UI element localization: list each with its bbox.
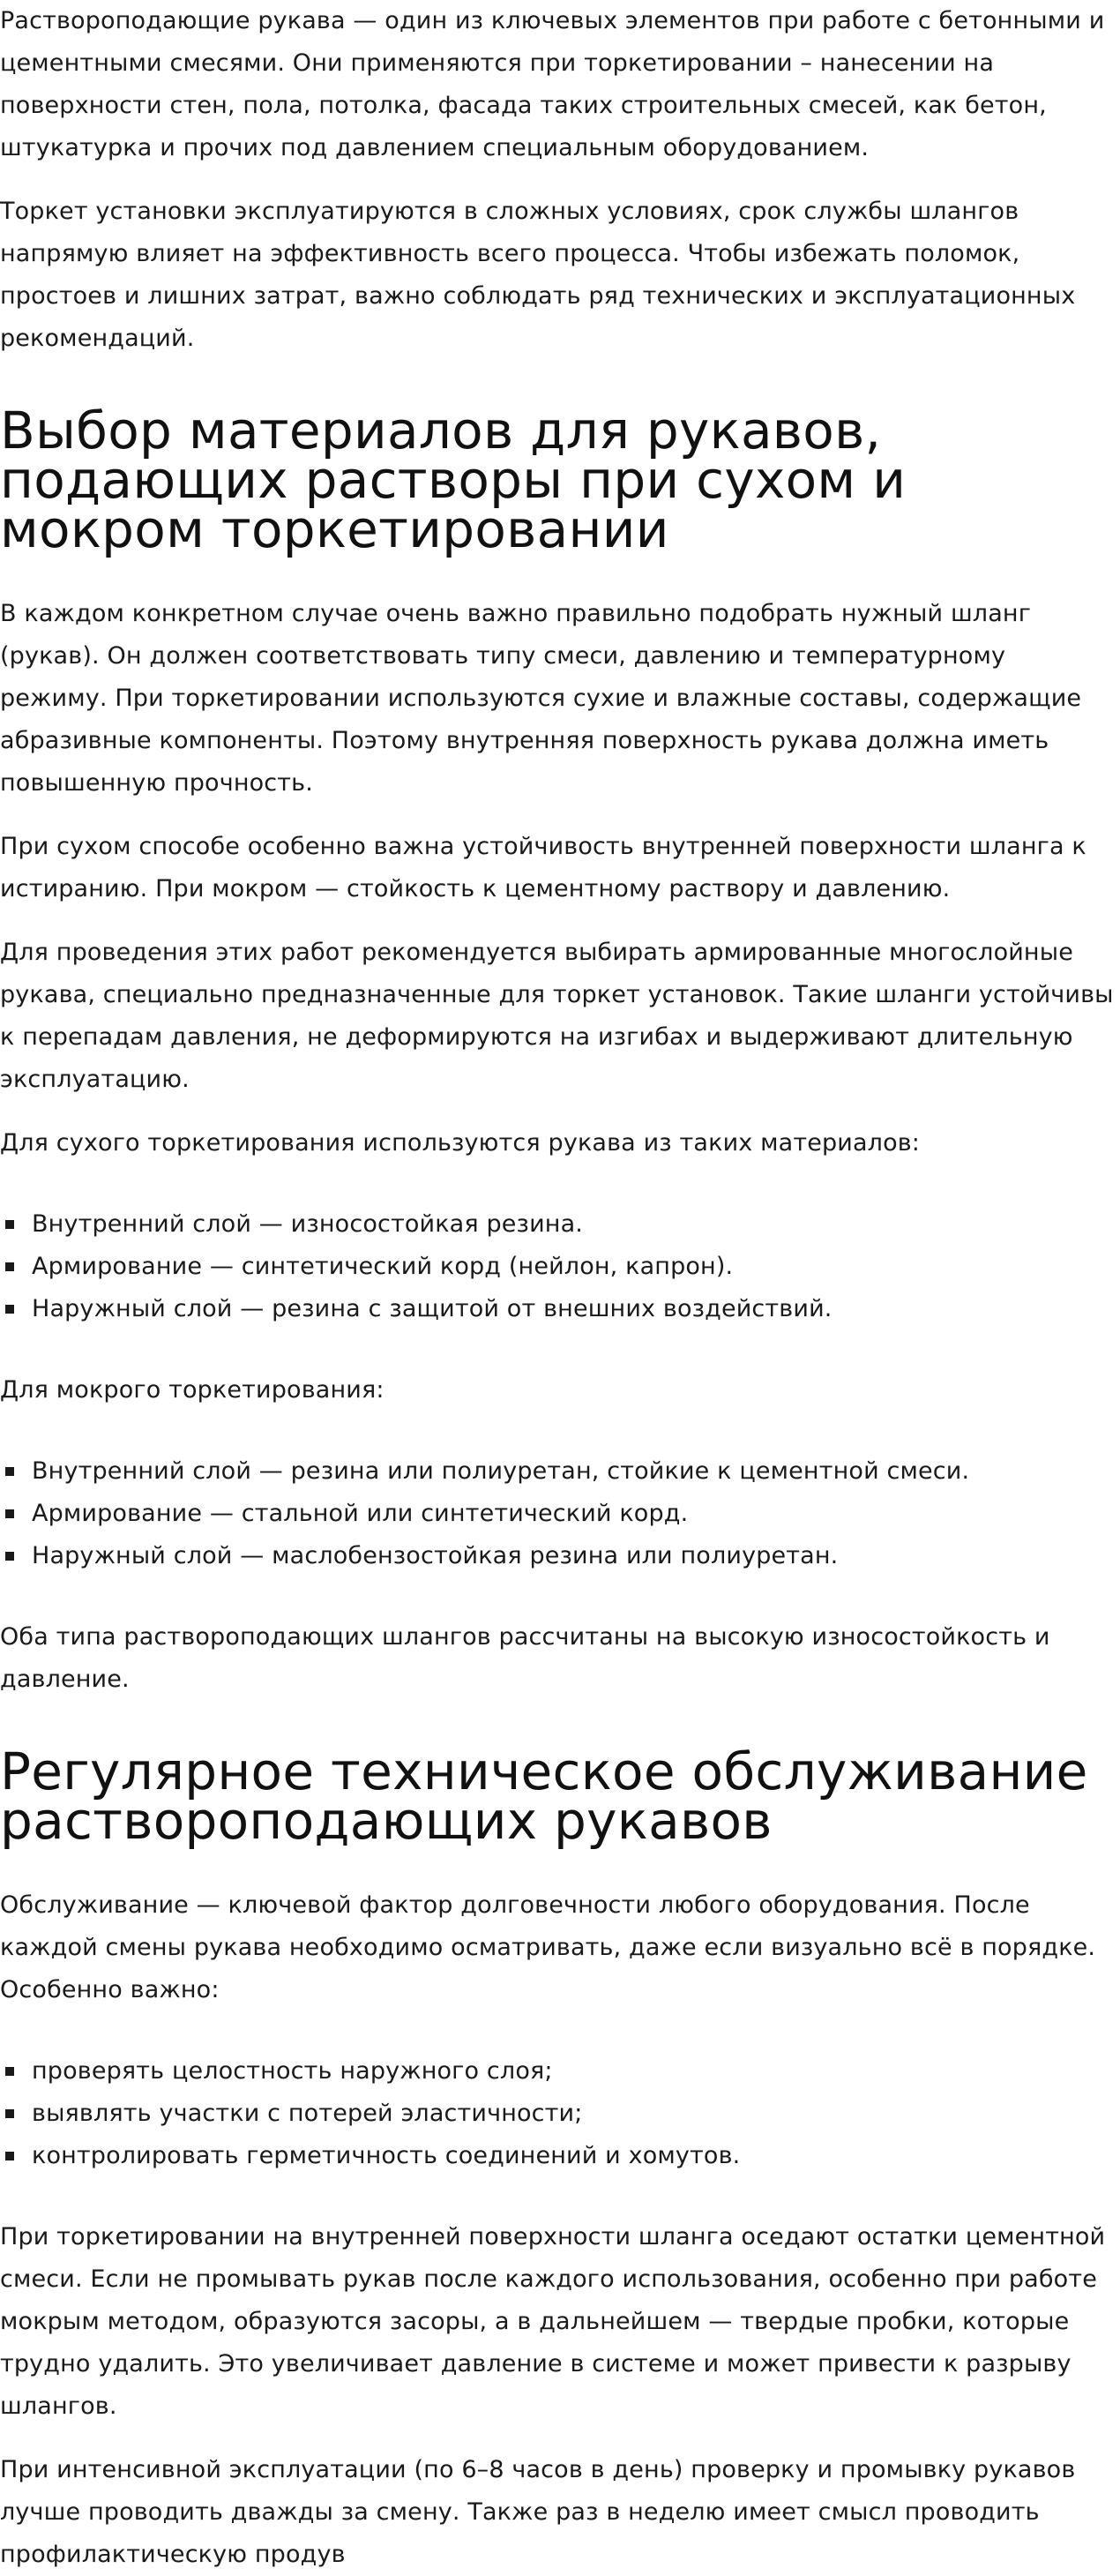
bullet-icon <box>5 2109 14 2118</box>
list-item <box>0 1493 1120 1535</box>
bullet-icon <box>5 1305 14 1314</box>
list-item-text: Внутренний слой — резина или полиуретан, стойкие к цементной смеси. <box>32 1457 970 1485</box>
section-heading-maintenance: Регулярное техническое обслуживание растворοподающих рукавов <box>0 1741 1088 1851</box>
list-item <box>0 1246 1120 1288</box>
list-item <box>0 1535 1120 1577</box>
list-item <box>0 1288 1120 1330</box>
list-item <box>0 1450 1120 1493</box>
intro-paragraph: Растворοподающие рукава — один из ключевых элементов при работе с бетонными и цементными смесями. Они применяются при торкетировании – нанесении на поверхности стен, пола, потолка, фасада таких строительных смесей, как бетон, штукатурка и прочих под давлением специальным оборудованием. <box>0 7 1105 161</box>
paragraph-truncated: При интенсивной эксплуатации (по 6–8 часов в день) проверку и промывку рукавов лучше проводить дважды за смену. Также раз в неделю имеет смысл проводить профилактическую продув <box>0 2456 1076 2568</box>
list-item <box>0 2135 1120 2177</box>
bullet-icon <box>5 1262 14 1271</box>
paragraph: Обслуживание — ключевой фактор долговечности любого оборудования. После каждой смены рукава необходимо осматривать, даже если визуально всё в порядке. Особенно важно: <box>0 1891 1096 2003</box>
list-item-text: Армирование — синтетический корд (нейлон, капрон). <box>32 1253 734 1280</box>
bullet-icon <box>5 2152 14 2160</box>
bullet-icon <box>5 2067 14 2076</box>
paragraph: Для проведения этих работ рекомендуется выбирать армированные многослойные рукава, специально предназначенные для торкет установок. Такие шланги устойчивы к перепадам давления, не деформируются на изгибах и выдерживают длительную эксплуатацию. <box>0 939 1114 1093</box>
bullet-icon <box>5 1220 14 1229</box>
bullet-icon <box>5 1552 14 1561</box>
bullet-icon <box>5 1509 14 1518</box>
paragraph: Для сухого торкетирования используются рукава из таких материалов: <box>0 1129 921 1157</box>
list-item <box>0 1203 1120 1246</box>
list-item-text: Наружный слой — резина с защитой от внешних воздействий. <box>32 1295 833 1322</box>
list-item <box>0 2093 1120 2135</box>
list-item-text: Внутренний слой — износостойкая резина. <box>32 1210 583 1238</box>
paragraph: При торкетировании на внутренней поверхности шланга оседают остатки цементной смеси. Если не промывать рукав после каждого использования, особенно при работе мокрым методом, образуются засоры, а в дальнейшем — твердые пробки, которые трудно удалить. Это увеличивает давление в системе и может привести к разрыву шлангов. <box>0 2223 1106 2420</box>
paragraph: Оба типа растворοподающих шлангов рассчитаны на высокую износостойкость и давление. <box>0 1623 1050 1693</box>
list-item-text: контролировать герметичность соединений и хомутов. <box>32 2142 741 2169</box>
list-item-text: Армирование — стальной или синтетический корд. <box>32 1500 689 1527</box>
paragraph: В каждом конкретном случае очень важно правильно подобрать нужный шланг (рукав). Он должен соответствовать типу смеси, давлению и температурному режиму. При торкетировании используются сухие и влажные составы, содержащие абразивные компоненты. Поэтому внутренняя поверхность рукава должна иметь повышенную прочность. <box>0 600 1082 797</box>
list-item-text: выявлять участки с потерей эластичности; <box>32 2100 583 2127</box>
list-item <box>0 2050 1120 2093</box>
wet-materials-list <box>0 1450 1120 1577</box>
maintenance-checklist <box>0 2050 1120 2177</box>
paragraph: Торкет установки эксплуатируются в сложных условиях, срок службы шлангов напрямую влияет на эффективность всего процесса. Чтобы избежать поломок, простоев и лишних затрат, важно соблюдать ряд технических и эксплуатационных рекомендаций. <box>0 198 1076 352</box>
section-heading-materials: Выбор материалов для рукавов, подающих растворы при сухом и мокром торкетировании <box>0 401 907 559</box>
list-item-text: Наружный слой — маслобензостойкая резина или полиуретан. <box>32 1542 839 1569</box>
dry-materials-list <box>0 1203 1120 1330</box>
paragraph: Для мокрого торкетирования: <box>0 1376 385 1404</box>
bullet-icon <box>5 1467 14 1476</box>
list-item-text: проверять целостность наружного слоя; <box>32 2057 553 2085</box>
paragraph: При сухом способе особенно важна устойчивость внутренней поверхности шланга к истиранию. При мокром — стойкость к цементному раствору и давлению. <box>0 833 1086 902</box>
